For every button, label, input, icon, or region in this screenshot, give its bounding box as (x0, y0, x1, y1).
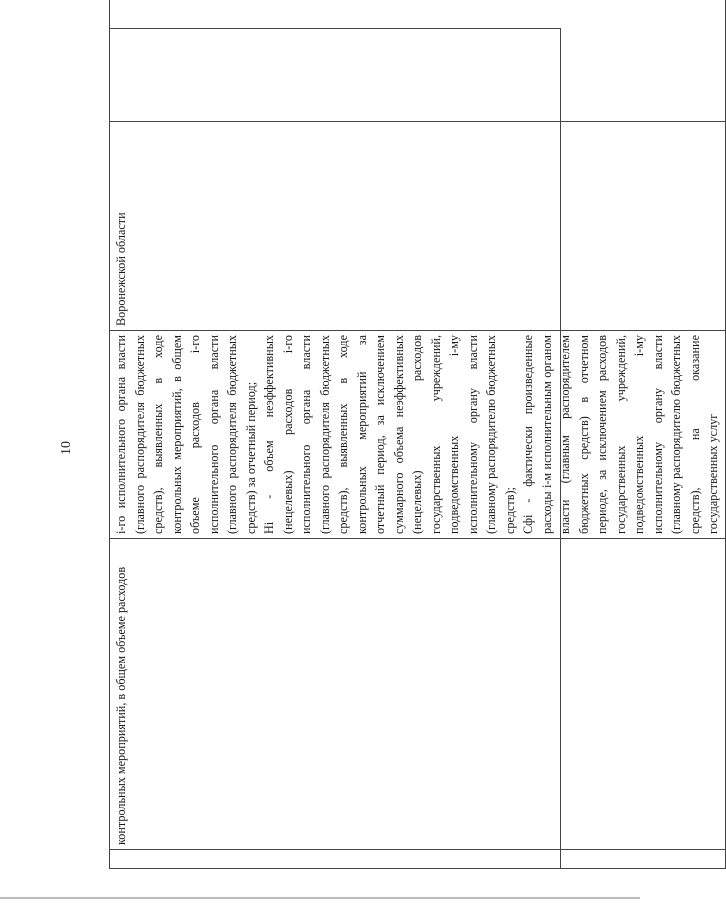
rotated-table (109, 28, 720, 869)
source-text: Воронежской области (114, 212, 128, 326)
formula-paragraph-1: i-го исполнительного органа власти (главного распорядителя бюджетных средств), выявленных в ходе контрольных мероприятий, в общем объеме расходов i-го исполнительного органа власти (главного распорядителя бюджетных средств) за отчетный период; (114, 335, 258, 534)
formula-paragraph-3: Сфi - фактически произведенные расходы i-м исполнительным органом власти (главным распорядителем бюджетных средств) в отчетном периоде, за исключением расходов государственных учреждений, подведомственных i-му исполнительному органу власти (главному распорядителю бюджетных средств), на оказание государственных услуг (521, 335, 720, 534)
table-cell-formula-description (110, 331, 726, 539)
formula-paragraph-2: Нi - объем неэффективных (нецелевых) расходов i-го исполнительного органа власти (главного распорядителя бюджетных средств), выявленных в ходе контрольных мероприятий за отчетный период, за исключением суммарного объема неэффективных (нецелевых) расходов государственных учреждений, подведомственных i-му исполнительному органу власти (главному распорядителю бюджетных средств); (262, 335, 517, 534)
scan-bottom-edge (0, 897, 640, 899)
table-cell-empty-right (110, 0, 726, 122)
indicator-table (109, 0, 726, 869)
table-row (110, 0, 726, 869)
table-cell-empty-left (110, 850, 726, 869)
page-number: 10 (59, 441, 74, 455)
table-cell-indicator-name (110, 539, 726, 850)
indicator-name-text: контрольных мероприятий, в общем объеме расходов (114, 566, 128, 845)
table-cell-source (110, 122, 726, 331)
